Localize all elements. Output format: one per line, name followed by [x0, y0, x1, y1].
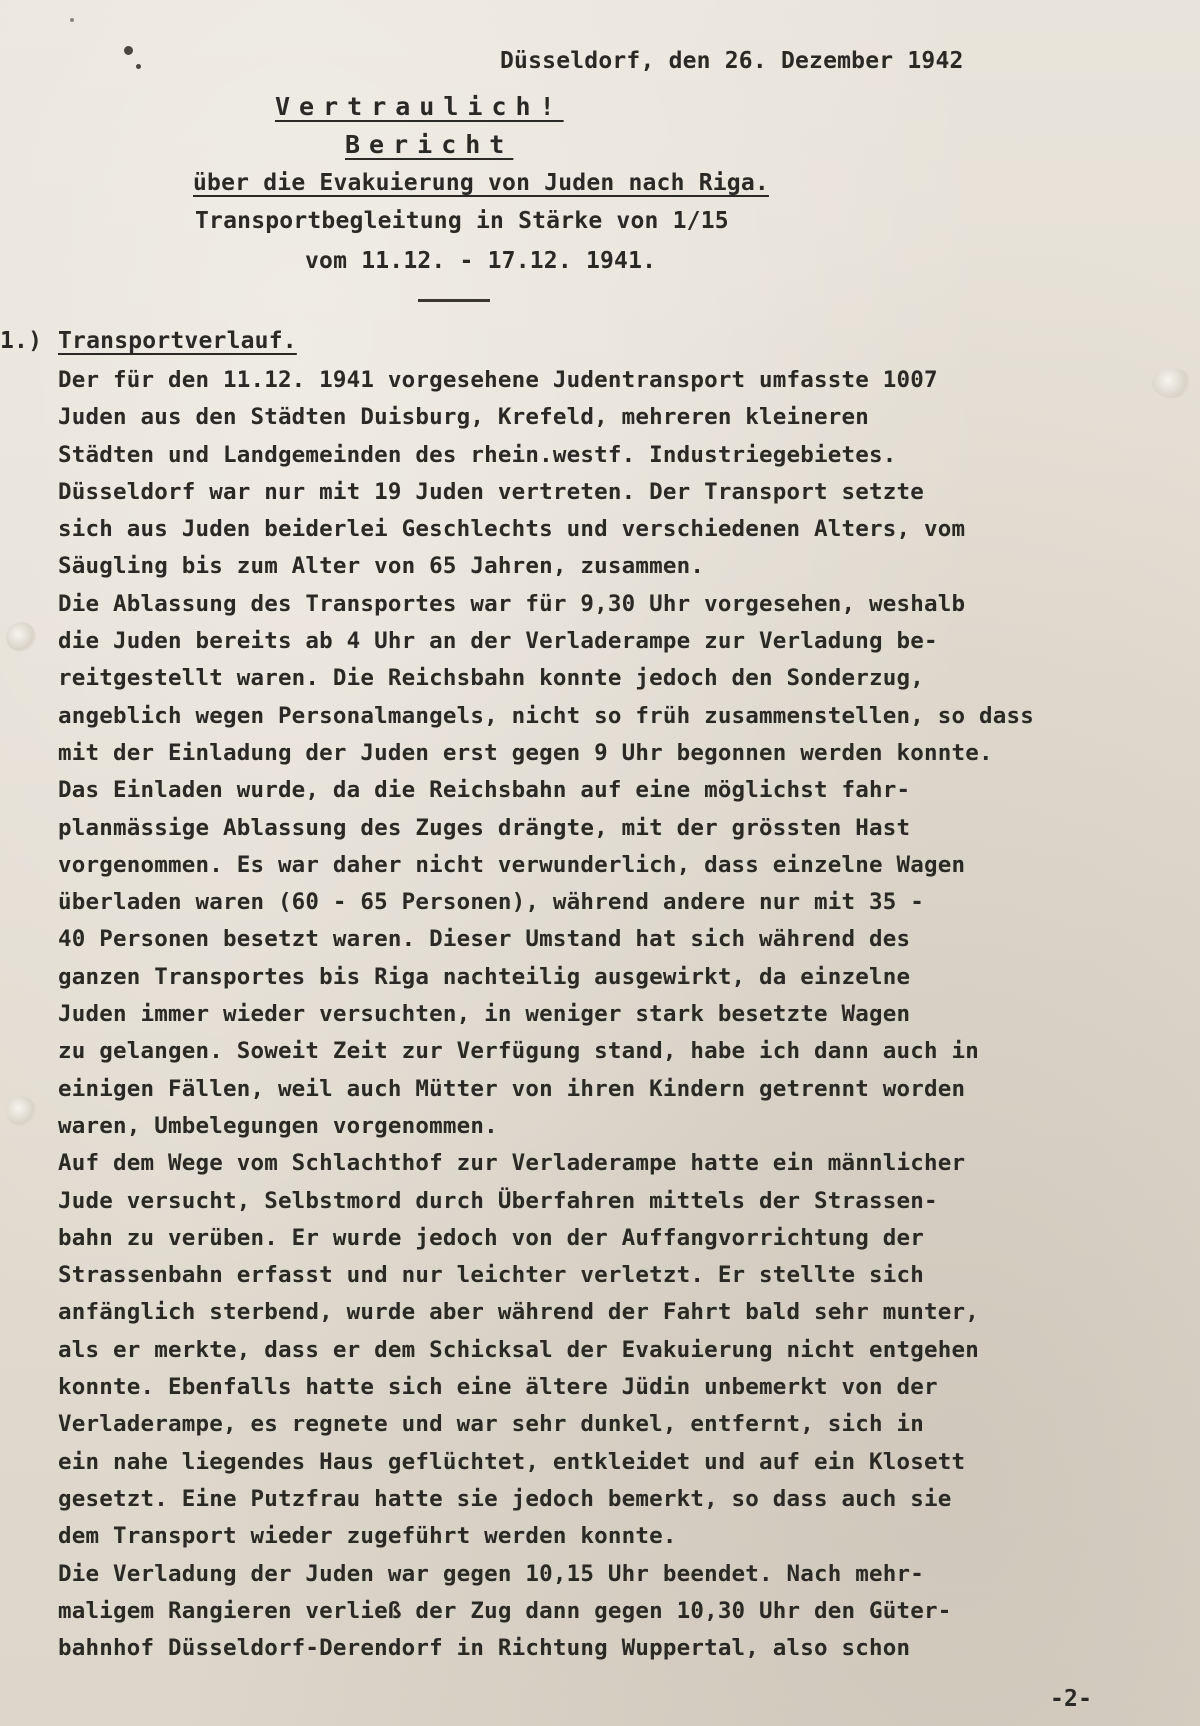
body-line: Juden aus den Städten Duisburg, Krefeld, mehreren kleineren	[58, 404, 870, 431]
report-heading: Bericht	[345, 130, 514, 159]
body-line: sich aus Juden beiderlei Geschlechts und verschiedenen Alters, vom	[58, 516, 966, 543]
body-line: Auf dem Wege vom Schlachthof zur Verladerampe hatte ein männlicher	[58, 1150, 966, 1177]
body-line: überladen waren (60 - 65 Personen), während andere nur mit 35 -	[58, 889, 925, 916]
body-line: mit der Einladung der Juden erst gegen 9 Uhr begonnen werden konnte.	[58, 739, 993, 766]
subject-line: über die Evakuierung von Juden nach Riga.	[193, 170, 769, 196]
body-line: Das Einladen wurde, da die Reichsbahn auf eine möglichst fahr-	[58, 777, 911, 804]
page-number: -2-	[1050, 1686, 1093, 1712]
escort-line: Transportbegleitung in Stärke von 1/15	[195, 208, 729, 234]
body-line: Der für den 11.12. 1941 vorgesehene Judentransport umfasste 1007	[58, 367, 938, 393]
body-line: dem Transport wieder zugeführt werden konnte.	[58, 1523, 677, 1550]
body-line: zu gelangen. Soweit Zeit zur Verfügung stand, habe ich dann auch in	[58, 1038, 979, 1065]
ink-blot	[124, 46, 133, 55]
body-line: anfänglich sterbend, wurde aber während der Fahrt bald sehr munter,	[58, 1299, 979, 1326]
body-line: Die Ablassung des Transportes war für 9,30 Uhr vorgesehen, weshalb	[58, 590, 966, 617]
ink-blot	[70, 18, 74, 22]
body-line: 40 Personen besetzt waren. Dieser Umstand hat sich während des	[58, 926, 911, 953]
body-line: Die Verladung der Juden war gegen 10,15 Uhr beendet. Nach mehr-	[58, 1560, 925, 1587]
body-line: ganzen Transportes bis Riga nachteilig ausgewirkt, da einzelne	[58, 963, 911, 990]
body-line: vorgenommen. Es war daher nicht verwunderlich, dass einzelne Wagen	[58, 851, 966, 878]
section-title: Transportverlauf.	[58, 328, 297, 354]
body-line: konnte. Ebenfalls hatte sich eine ältere Jüdin unbemerkt von der	[58, 1374, 938, 1401]
body-line: angeblich wegen Personalmangels, nicht so früh zusammenstellen, so dass	[58, 702, 1034, 729]
body-line: einigen Fällen, weil auch Mütter von ihren Kindern getrennt worden	[58, 1075, 966, 1102]
body-line: Jude versucht, Selbstmord durch Überfahren mittels der Strassen-	[58, 1187, 938, 1214]
section-number: 1.)	[0, 328, 43, 354]
ink-blot	[136, 64, 141, 69]
divider	[418, 299, 490, 302]
body-line: Juden immer wieder versuchten, in weniger stark besetzte Wagen	[58, 1001, 911, 1028]
body-line: planmässige Ablassung des Zuges drängte, mit der grössten Hast	[58, 814, 911, 841]
punch-hole	[6, 622, 36, 652]
body-line: Düsseldorf war nur mit 19 Juden vertreten. Der Transport setzte	[58, 478, 925, 505]
body-line: reitgestellt waren. Die Reichsbahn konnte jedoch den Sonderzug,	[58, 665, 925, 692]
classification-heading: Vertraulich!	[275, 92, 564, 121]
body-line: bahnhof Düsseldorf-Derendorf in Richtung Wuppertal, also schon	[58, 1635, 911, 1662]
punch-hole	[6, 1096, 36, 1126]
body-line: Säugling bis zum Alter von 65 Jahren, zusammen.	[58, 553, 705, 580]
date-line: Düsseldorf, den 26. Dezember 1942	[500, 48, 964, 74]
body-line: maligem Rangieren verließ der Zug dann gegen 10,30 Uhr den Güter-	[58, 1597, 952, 1624]
body-line: als er merkte, dass er dem Schicksal der Evakuierung nicht entgehen	[58, 1336, 979, 1363]
body-line: die Juden bereits ab 4 Uhr an der Verladerampe zur Verladung be-	[58, 628, 938, 655]
body-line: gesetzt. Eine Putzfrau hatte sie jedoch bemerkt, so dass auch sie	[58, 1485, 952, 1512]
body-line: Verladerampe, es regnete und war sehr dunkel, entfernt, sich in	[58, 1411, 925, 1438]
body-line: bahn zu verüben. Er wurde jedoch von der Auffangvorrichtung der	[58, 1224, 925, 1251]
period-line: vom 11.12. - 17.12. 1941.	[305, 248, 657, 274]
body-text	[58, 362, 1178, 1667]
body-line: Städten und Landgemeinden des rhein.westf. Industriegebietes.	[58, 441, 897, 468]
body-line: Strassenbahn erfasst und nur leichter verletzt. Er stellte sich	[58, 1262, 925, 1289]
body-line: ein nahe liegendes Haus geflüchtet, entkleidet und auf ein Klosett	[58, 1448, 966, 1475]
body-line: waren, Umbelegungen vorgenommen.	[58, 1112, 498, 1139]
